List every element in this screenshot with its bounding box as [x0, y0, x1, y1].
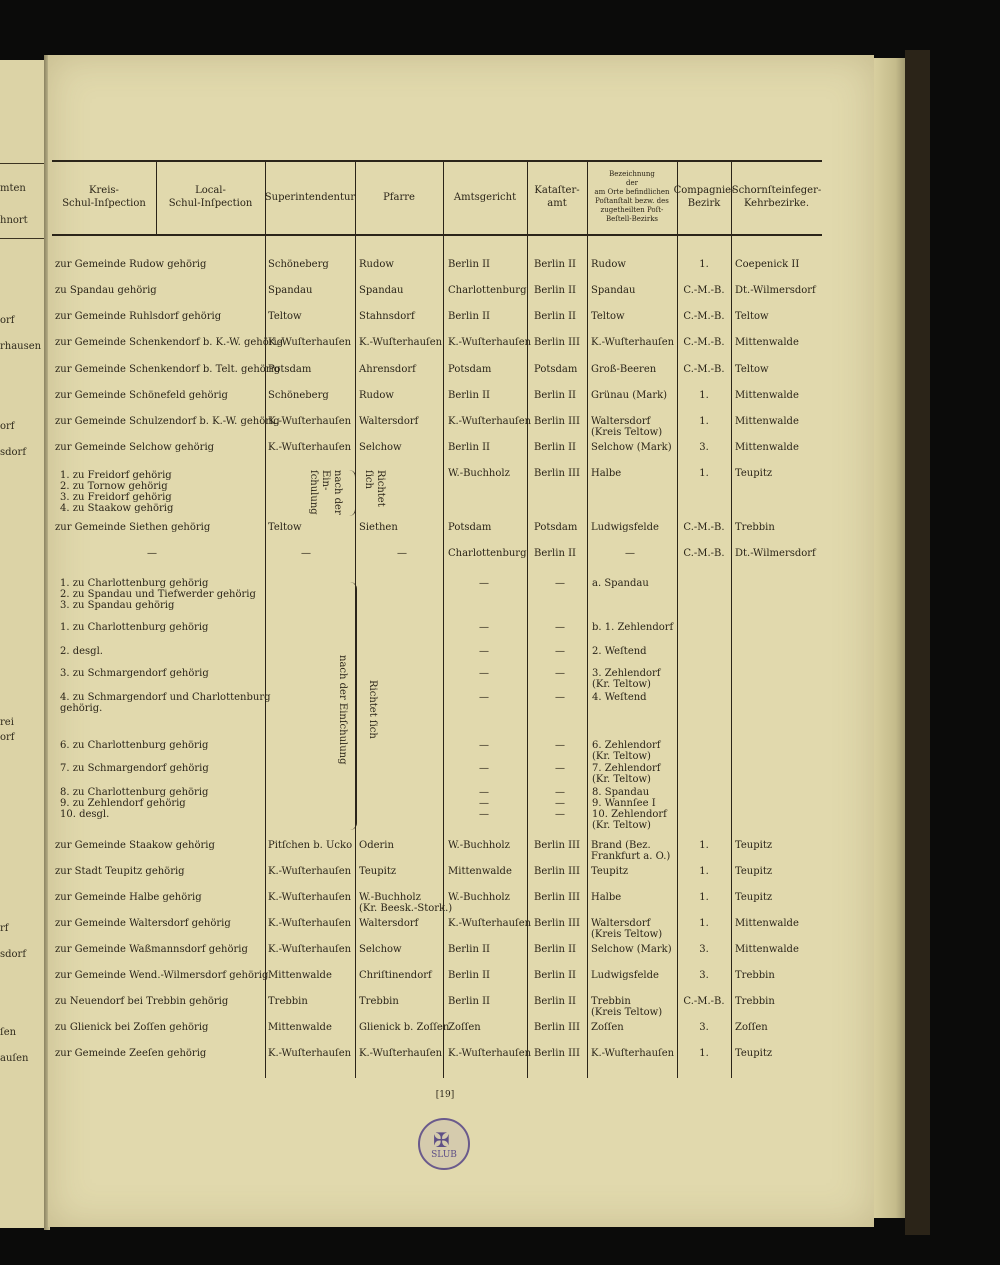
group2-amtsgericht: —	[479, 692, 489, 703]
column-rule	[677, 160, 678, 1078]
header-bezeichnung	[587, 164, 677, 230]
row-katasteramt: Berlin III	[534, 918, 580, 929]
row-schornsteinfeger: Mittenwalde	[735, 416, 799, 427]
group2-item: 6. zu Charlottenburg gehörig	[60, 740, 209, 751]
group1-item: 4. zu Staakow gehörig	[60, 503, 174, 514]
row-place-name: zur Gemeinde Rudow gehörig	[55, 259, 207, 270]
row-place-name: zu Spandau gehörig	[55, 285, 157, 296]
row-postanstalt: Halbe	[591, 892, 622, 903]
left-page-text-fragment: orf	[0, 315, 15, 326]
group2-katasteramt: —	[555, 646, 565, 657]
row-postanstalt: Selchow (Mark)	[591, 442, 672, 453]
stamp-label: SLUB	[431, 1150, 457, 1160]
header-bottom-rule	[52, 234, 822, 236]
row-postanstalt: Zoſſen	[591, 1022, 624, 1033]
row-compagnie-bezirk: C.-M.-B.	[683, 337, 725, 348]
row-postanstalt: Waltersdorf (Kreis Teltow)	[591, 918, 663, 940]
row-postanstalt: Ludwigsfelde	[591, 970, 659, 981]
group2-brace	[350, 582, 357, 830]
row-schornsteinfeger: Trebbin	[735, 996, 775, 1007]
row-superintendentur: —	[301, 548, 311, 559]
left-page-fragment	[0, 60, 44, 1228]
row-postanstalt: Trebbin (Kreis Teltow)	[591, 996, 663, 1018]
row-place-name: zur Gemeinde Schenkendorf b. Telt. gehörig	[55, 364, 281, 375]
header-amtsgericht-text: Amtsgericht	[453, 191, 517, 203]
header-katasteramt	[527, 164, 587, 230]
row-amtsgericht: W.-Buchholz	[448, 892, 510, 903]
row-katasteramt: Berlin II	[534, 970, 576, 981]
row-superintendentur: Schöneberg	[268, 390, 329, 401]
left-page-text-fragment: hnort	[0, 215, 28, 226]
row-amtsgericht: Berlin II	[448, 390, 490, 401]
row-superintendentur: Trebbin	[268, 996, 308, 1007]
row-schornsteinfeger: Teupitz	[735, 866, 773, 877]
row-katasteramt: Berlin II	[534, 944, 576, 955]
group2-local-note: nach der Einſchulung	[337, 655, 348, 765]
group2-amtsgericht: —	[479, 763, 489, 774]
row-compagnie-bezirk: 1.	[699, 416, 709, 427]
left-page-text-fragment: orf	[0, 732, 15, 743]
row-amtsgericht: Berlin II	[448, 442, 490, 453]
group2-item: 1. zu Charlottenburg gehörig	[60, 622, 209, 633]
row-katasteramt: Berlin III	[534, 1022, 580, 1033]
row-schornsteinfeger: Mittenwalde	[735, 944, 799, 955]
row-compagnie-bezirk: 1.	[699, 892, 709, 903]
row-schornsteinfeger: Teltow	[735, 364, 769, 375]
row-compagnie-bezirk: C.-M.-B.	[683, 285, 725, 296]
row-place-name: zur Gemeinde Schenkendorf b. K.-W. gehörig	[55, 337, 284, 348]
left-page-text-fragment: auſen	[0, 1053, 29, 1064]
group2-amtsgericht: —	[479, 646, 489, 657]
header-local-schul-inspection-text: Local- Schul-Inſpection	[168, 185, 253, 209]
left-page-text-fragment: ſen	[0, 1027, 17, 1038]
row-amtsgericht: Berlin II	[448, 311, 490, 322]
row-schornsteinfeger: Teupitz	[735, 840, 773, 851]
row-pfarre: W.-Buchholz (Kr. Beesk.-Stork.)	[359, 892, 453, 914]
column-rule	[527, 160, 528, 1078]
row-schornsteinfeger: Teupitz	[735, 468, 773, 479]
row-compagnie-bezirk: 3.	[699, 1022, 709, 1033]
library-stamp	[418, 1118, 470, 1170]
row-pfarre: Rudow	[359, 390, 394, 401]
row-schornsteinfeger: Zoſſen	[735, 1022, 768, 1033]
row-superintendentur: Mittenwalde	[268, 1022, 332, 1033]
row-amtsgericht: K.-Wuſterhauſen	[448, 416, 532, 427]
row-pfarre: Rudow	[359, 259, 394, 270]
row-schornsteinfeger: Teupitz	[735, 1048, 773, 1059]
row-superintendentur: Potsdam	[268, 364, 312, 375]
book-cover	[905, 50, 930, 1235]
row-compagnie-bezirk: C.-M.-B.	[683, 548, 725, 559]
row-postanstalt: Groß-Beeren	[591, 364, 657, 375]
row-superintendentur: Pitſchen b. Ucko	[268, 840, 353, 851]
page-number: [19]	[435, 1090, 455, 1100]
row-katasteramt: Berlin III	[534, 468, 580, 479]
row-place-name: zur Gemeinde Waßmannsdorf gehörig	[55, 944, 248, 955]
row-pfarre: Selchow	[359, 442, 402, 453]
row-place-name: zur Gemeinde Waltersdorf gehörig	[55, 918, 231, 929]
row-place-name: zur Gemeinde Zeeſen gehörig	[55, 1048, 207, 1059]
row-schornsteinfeger: Mittenwalde	[735, 918, 799, 929]
row-katasteramt: Berlin II	[534, 311, 576, 322]
row-katasteramt: Berlin II	[534, 259, 576, 270]
row-schornsteinfeger: Dt.-Wilmersdorf	[735, 548, 816, 559]
row-place-name: zur Gemeinde Halbe gehörig	[55, 892, 202, 903]
row-amtsgericht: Berlin II	[448, 944, 490, 955]
row-superintendentur: K.-Wuſterhauſen	[268, 337, 352, 348]
row-amtsgericht: K.-Wuſterhauſen	[448, 1048, 532, 1059]
row-postanstalt: Teupitz	[591, 866, 629, 877]
row-compagnie-bezirk: 1.	[699, 259, 709, 270]
table-top-rule	[52, 160, 822, 162]
group2-item: 1. zu Charlottenburg gehörig 2. zu Spandau und Tiefwerder gehörig 3. zu Spandau gehörig	[60, 578, 256, 611]
row-schornsteinfeger: Mittenwalde	[735, 337, 799, 348]
row-compagnie-bezirk: 1.	[699, 390, 709, 401]
row-compagnie-bezirk: 1.	[699, 918, 709, 929]
row-compagnie-bezirk: C.-M.-B.	[683, 996, 725, 1007]
row-katasteramt: Berlin II	[534, 390, 576, 401]
group2-item: 3. zu Schmargendorf gehörig	[60, 668, 209, 679]
group2-postanstalt: 3. Zehlendorf (Kr. Teltow)	[592, 668, 661, 690]
row-pfarre: Waltersdorf	[359, 416, 419, 427]
row-superintendentur: Schöneberg	[268, 259, 329, 270]
row-place-name: zu Glienick bei Zoſſen gehörig	[55, 1022, 209, 1033]
group2-item: 7. zu Schmargendorf gehörig	[60, 763, 209, 774]
group2-amtsgericht: —	[479, 578, 489, 589]
row-schornsteinfeger: Coepenick II	[735, 259, 800, 270]
row-schornsteinfeger: Teltow	[735, 311, 769, 322]
row-superintendentur: K.-Wuſterhauſen	[268, 442, 352, 453]
row-compagnie-bezirk: 1.	[699, 468, 709, 479]
header-amtsgericht	[443, 164, 527, 230]
row-pfarre: Glienick b. Zoſſen	[359, 1022, 450, 1033]
header-pfarre-text: Pfarre	[383, 191, 415, 203]
row-pfarre: Spandau	[359, 285, 404, 296]
column-rule	[587, 160, 588, 1078]
crest-icon: ✠	[433, 1128, 450, 1152]
row-superintendentur: Mittenwalde	[268, 970, 332, 981]
row-postanstalt: Halbe	[591, 468, 622, 479]
row-postanstalt: Waltersdorf (Kreis Teltow)	[591, 416, 663, 438]
row-superintendentur: K.-Wuſterhauſen	[268, 1048, 352, 1059]
row-amtsgericht: W.-Buchholz	[448, 468, 510, 479]
group1-item: 1. zu Freidorf gehörig	[60, 470, 172, 481]
row-compagnie-bezirk: C.-M.-B.	[683, 311, 725, 322]
row-place-name: zur Gemeinde Ruhlsdorf gehörig	[55, 311, 222, 322]
group2-katasteramt: —	[555, 578, 565, 589]
row-schornsteinfeger: Mittenwalde	[735, 390, 799, 401]
row-amtsgericht: Berlin II	[448, 996, 490, 1007]
row-amtsgericht: Berlin II	[448, 259, 490, 270]
row-postanstalt: Grünau (Mark)	[591, 390, 668, 401]
row-superintendentur: Teltow	[268, 311, 302, 322]
row-superintendentur: K.-Wuſterhauſen	[268, 866, 352, 877]
row-katasteramt: Berlin III	[534, 416, 580, 427]
row-superintendentur: Spandau	[268, 285, 313, 296]
row-schornsteinfeger: Teupitz	[735, 892, 773, 903]
row-pfarre: Teupitz	[359, 866, 397, 877]
row-postanstalt: Selchow (Mark)	[591, 944, 672, 955]
row-katasteramt: Berlin III	[534, 840, 580, 851]
row-pfarre: Siethen	[359, 522, 398, 533]
row-pfarre: Trebbin	[359, 996, 399, 1007]
column-rule	[265, 160, 266, 1078]
group2-amtsgericht: —	[479, 622, 489, 633]
row-pfarre: Oderin	[359, 840, 394, 851]
header-schornsteinfeger-text: Schornſteinfeger- Kehrbezirke.	[731, 185, 822, 209]
row-pfarre: Waltersdorf	[359, 918, 419, 929]
group2-item: 8. zu Charlottenburg gehörig 9. zu Zehlendorf gehörig 10. desgl.	[60, 787, 209, 820]
group2-amtsgericht: — — —	[479, 787, 489, 820]
row-amtsgericht: K.-Wuſterhauſen	[448, 337, 532, 348]
row-place-name: zur Gemeinde Wend.-Wilmersdorf gehörig	[55, 970, 269, 981]
row-superintendentur: K.-Wuſterhauſen	[268, 944, 352, 955]
header-katasteramt-text: Kataſter- amt	[534, 185, 580, 209]
header-schornsteinfeger	[731, 164, 822, 230]
group2-katasteramt: —	[555, 668, 565, 679]
row-katasteramt: Berlin III	[534, 892, 580, 903]
column-rule	[731, 160, 732, 1078]
group2-postanstalt: a. Spandau	[592, 578, 649, 589]
row-compagnie-bezirk: 3.	[699, 944, 709, 955]
row-pfarre: Chriſtinendorf	[359, 970, 432, 981]
row-postanstalt: —	[625, 548, 635, 559]
group2-item: 4. zu Schmargendorf und Charlottenburg gehörig.	[60, 692, 271, 714]
row-katasteramt: Potsdam	[534, 522, 578, 533]
left-page-text-fragment: rei	[0, 717, 14, 728]
row-compagnie-bezirk: C.-M.-B.	[683, 364, 725, 375]
row-schornsteinfeger: Dt.-Wilmersdorf	[735, 285, 816, 296]
row-pfarre: Ahrensdorf	[359, 364, 416, 375]
row-katasteramt: Berlin II	[534, 996, 576, 1007]
row-compagnie-bezirk: 3.	[699, 442, 709, 453]
row-compagnie-bezirk: 3.	[699, 970, 709, 981]
group2-katasteramt: —	[555, 692, 565, 703]
row-amtsgericht: Potsdam	[448, 522, 492, 533]
row-compagnie-bezirk: 1.	[699, 840, 709, 851]
left-page-text-fragment: sdorf	[0, 949, 27, 960]
header-superintendentur	[265, 164, 355, 230]
row-katasteramt: Berlin III	[534, 1048, 580, 1059]
header-bezeichnung-text: Bezeichnung der am Orte befindlichen Poſtanſtalt bezw. des zugetheilten Poſt- Beſtell-Bezirks	[594, 170, 670, 223]
row-compagnie-bezirk: 1.	[699, 866, 709, 877]
group2-postanstalt: b. 1. Zehlendorf	[592, 622, 674, 633]
row-superintendentur: K.-Wuſterhauſen	[268, 416, 352, 427]
row-place-name: zur Gemeinde Staakow gehörig	[55, 840, 215, 851]
group2-pfarre-note: Richtet ſich	[367, 680, 378, 739]
header-pfarre	[355, 164, 443, 230]
row-place-name: zur Gemeinde Schönefeld gehörig	[55, 390, 228, 401]
row-katasteramt: Berlin II	[534, 442, 576, 453]
row-amtsgericht: Charlottenburg	[448, 548, 527, 559]
header-superintendentur-text: Superintendentur	[264, 191, 356, 203]
header-compagnie-bezirk	[673, 164, 735, 230]
row-katasteramt: Berlin III	[534, 866, 580, 877]
row-superintendentur: K.-Wuſterhauſen	[268, 918, 352, 929]
group2-postanstalt: 7. Zehlendorf (Kr. Teltow)	[592, 763, 661, 785]
group2-postanstalt: 4. Weſtend	[592, 692, 647, 703]
row-place-name: —	[147, 548, 157, 559]
row-pfarre: Selchow	[359, 944, 402, 955]
group2-postanstalt: 8. Spandau 9. Wannſee I 10. Zehlendorf (Kr. Teltow)	[592, 787, 667, 831]
row-postanstalt: K.-Wuſterhauſen	[591, 1048, 675, 1059]
row-place-name: zur Gemeinde Selchow gehörig	[55, 442, 215, 453]
group2-katasteramt: — — —	[555, 787, 565, 820]
group2-katasteramt: —	[555, 622, 565, 633]
row-place-name: zur Gemeinde Siethen gehörig	[55, 522, 211, 533]
row-postanstalt: Teltow	[591, 311, 625, 322]
left-page-text-fragment: orf	[0, 421, 15, 432]
header-compagnie-bezirk-text: Compagnie- Bezirk	[673, 185, 735, 209]
group1-item: 3. zu Freidorf gehörig	[60, 492, 172, 503]
row-katasteramt: Berlin II	[534, 285, 576, 296]
group1-brace	[349, 470, 356, 516]
group2-katasteramt: —	[555, 740, 565, 751]
row-amtsgericht: Berlin II	[448, 970, 490, 981]
row-schornsteinfeger: Trebbin	[735, 970, 775, 981]
row-katasteramt: Berlin II	[534, 548, 576, 559]
row-katasteramt: Potsdam	[534, 364, 578, 375]
row-superintendentur: K.-Wuſterhauſen	[268, 892, 352, 903]
row-postanstalt: Ludwigsfelde	[591, 522, 659, 533]
row-place-name: zur Stadt Teupitz gehörig	[55, 866, 185, 877]
row-amtsgericht: K.-Wuſterhauſen	[448, 918, 532, 929]
group2-katasteramt: —	[555, 763, 565, 774]
group2-amtsgericht: —	[479, 668, 489, 679]
row-postanstalt: Spandau	[591, 285, 636, 296]
row-schornsteinfeger: Trebbin	[735, 522, 775, 533]
group2-item: 2. desgl.	[60, 646, 103, 657]
row-pfarre: K.-Wuſterhauſen	[359, 1048, 443, 1059]
row-amtsgericht: W.-Buchholz	[448, 840, 510, 851]
group2-amtsgericht: —	[479, 740, 489, 751]
row-postanstalt: Rudow	[591, 259, 626, 270]
group1-item: 2. zu Tornow gehörig	[60, 481, 168, 492]
row-pfarre: K.-Wuſterhauſen	[359, 337, 443, 348]
left-page-text-fragment: sdorf	[0, 447, 27, 458]
row-pfarre: —	[397, 548, 407, 559]
header-local-schul-inspection	[156, 164, 265, 230]
row-amtsgericht: Zoſſen	[448, 1022, 481, 1033]
header-kreis-schul-inspection	[52, 164, 156, 230]
row-katasteramt: Berlin III	[534, 337, 580, 348]
group2-postanstalt: 6. Zehlendorf (Kr. Teltow)	[592, 740, 661, 762]
row-place-name: zu Neuendorf bei Trebbin gehörig	[55, 996, 229, 1007]
group1-local-note: nach der Ein- ſchulung	[308, 470, 343, 515]
left-page-text-fragment: rf	[0, 923, 9, 934]
row-compagnie-bezirk: 1.	[699, 1048, 709, 1059]
row-postanstalt: K.-Wuſterhauſen	[591, 337, 675, 348]
left-page-text-fragment: rhausen	[0, 341, 42, 352]
row-place-name: zur Gemeinde Schulzendorf b. K.-W. gehörig	[55, 416, 280, 427]
row-compagnie-bezirk: C.-M.-B.	[683, 522, 725, 533]
left-page-text-fragment: mten	[0, 183, 26, 194]
column-rule	[443, 160, 444, 1078]
row-amtsgericht: Mittenwalde	[448, 866, 512, 877]
row-pfarre: Stahnsdorf	[359, 311, 415, 322]
row-superintendentur: Teltow	[268, 522, 302, 533]
header-kreis-schul-inspection-text: Kreis- Schul-Inſpection	[62, 185, 146, 209]
group1-pfarre-note: Richtet ſich	[363, 470, 386, 507]
row-amtsgericht: Charlottenburg	[448, 285, 527, 296]
group2-postanstalt: 2. Weſtend	[592, 646, 647, 657]
row-amtsgericht: Potsdam	[448, 364, 492, 375]
row-postanstalt: Brand (Bez. Frankfurt a. O.)	[591, 840, 671, 862]
row-schornsteinfeger: Mittenwalde	[735, 442, 799, 453]
